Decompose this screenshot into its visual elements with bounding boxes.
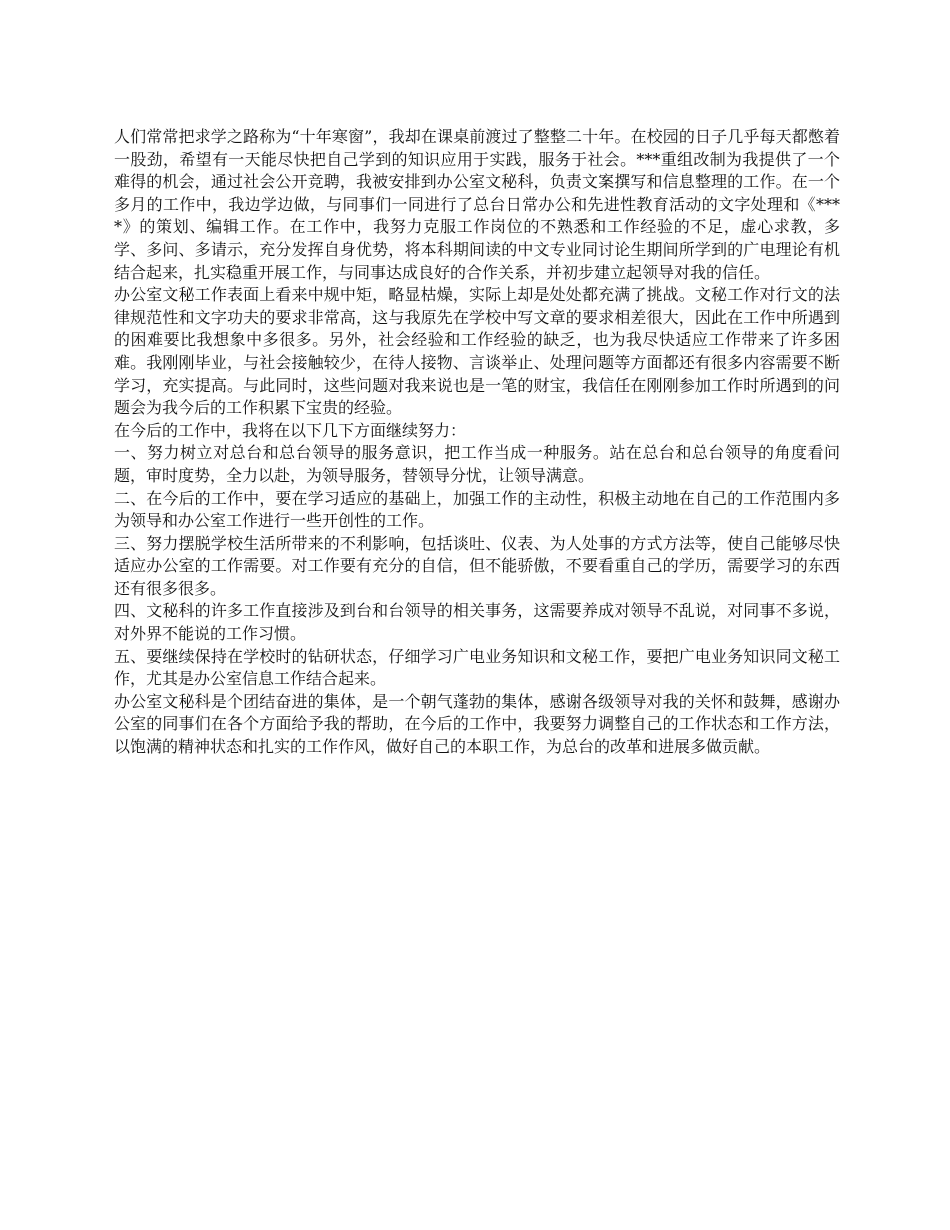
document-body (114, 126, 840, 759)
paragraph-plan-item-5: 五、要继续保持在学校时的钻研状态，仔细学习广电业务知识和文秘工作，要把广电业务知识同文秘工作，尤其是办公室信息工作结合起来。 (114, 646, 840, 689)
paragraph-intro: 人们常常把求学之路称为“十年寒窗”，我却在课桌前渡过了整整二十年。在校园的日子几乎每天都憋着一股劲，希望有一天能尽快把自己学到的知识应用于实践，服务于社会。***重组改制为我提供了一个难得的机会，通过社会公开竞聘，我被安排到办公室文秘科，负责文案撰写和信息整理的工作。在一个多月的工作中，我边学边做，与同事们一同进行了总台日常办公和先进性教育活动的文字处理和《****》的策划、编辑工作。在工作中，我努力克服工作岗位的不熟悉和工作经验的不足，虚心求教，多学、多问、多请示，充分发挥自身优势，将本科期间读的中文专业同讨论生期间所学到的广电理论有机结合起来，扎实稳重开展工作，与同事达成良好的合作关系，并初步建立起领导对我的信任。 (114, 127, 840, 282)
paragraph-challenges: 办公室文秘工作表面上看来中规中矩，略显枯燥，实际上却是处处都充满了挑战。文秘工作对行文的法律规范性和文字功夫的要求非常高，这与我原先在学校中写文章的要求相差很大，因此在工作中所遇到的困难要比我想象中多很多。另外，社会经验和工作经验的缺乏，也为我尽快适应工作带来了许多困难。我刚刚毕业，与社会接触较少，在待人接物、言谈举止、处理问题等方面都还有很多内容需要不断学习，充实提高。与此同时，这些问题对我来说也是一笔的财宝，我信任在刚刚参加工作时所遇到的问题会为我今后的工作积累下宝贵的经验。 (114, 285, 840, 418)
paragraph-plan-item-2: 二、在今后的工作中，要在学习适应的基础上，加强工作的主动性，积极主动地在自己的工作范围内多为领导和办公室工作进行一些开创性的工作。 (114, 488, 840, 531)
paragraph-plan-item-4: 四、文秘科的许多工作直接涉及到台和台领导的相关事务，这需要养成对领导不乱说，对同事不多说，对外界不能说的工作习惯。 (114, 601, 840, 644)
paragraph-plan-intro: 在今后的工作中，我将在以下几下方面继续努力： (114, 420, 467, 440)
paragraph-plan-item-3: 三、努力摆脱学校生活所带来的不利影响，包括谈吐、仪表、为人处事的方式方法等，使自己能够尽快适应办公室的工作需要。对工作要有充分的自信，但不能骄傲，不要看重自己的学历，需要学习的东西还有很多很多。 (114, 533, 840, 598)
paragraph-plan-item-1: 一、努力树立对总台和总台领导的服务意识，把工作当成一种服务。站在总台和总台领导的角度看问题，审时度势，全力以赴，为领导服务，替领导分忧，让领导满意。 (114, 443, 840, 485)
paragraph-closing: 办公室文秘科是个团结奋进的集体，是一个朝气蓬勃的集体，感谢各级领导对我的关怀和鼓舞，感谢办公室的同事们在各个方面给予我的帮助，在今后的工作中，我要努力调整自己的工作状态和工作方法，以饱满的精神状态和扎实的工作作风，做好自己的本职工作，为总台的改革和进展多做贡献。 (114, 691, 840, 757)
